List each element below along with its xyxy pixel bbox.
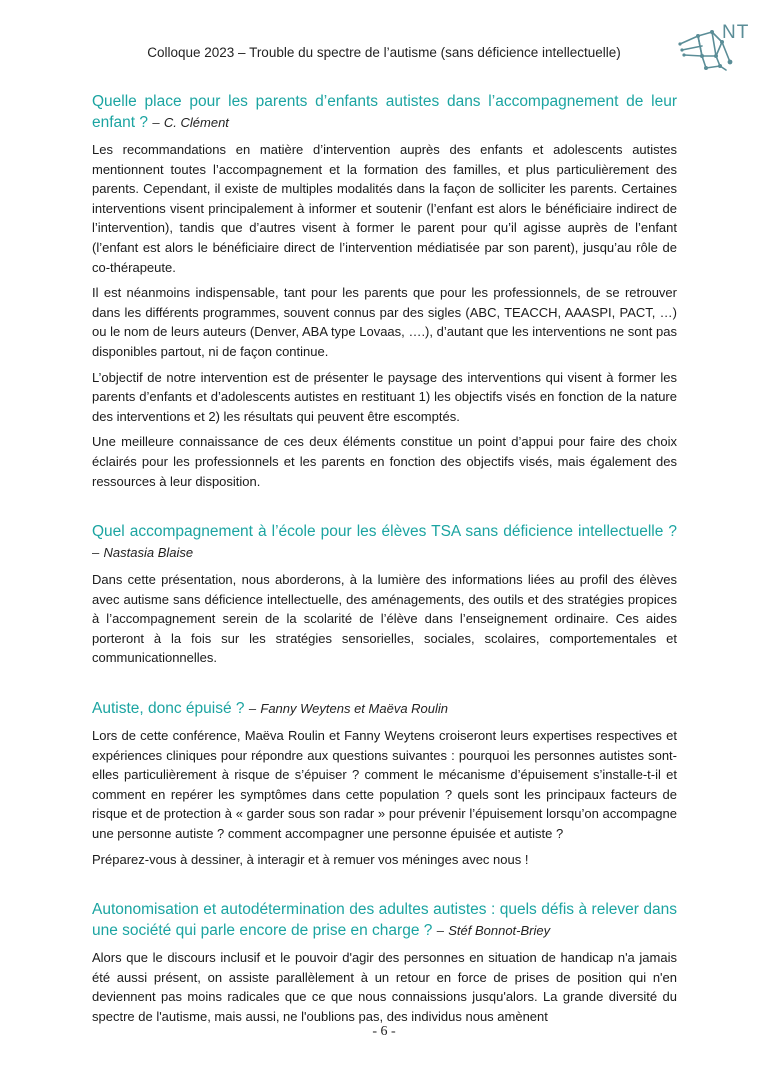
section-author: Stéf Bonnot-Briey: [448, 923, 551, 939]
paragraph: Une meilleure connaissance de ces deux éléments constitue un point d’appui pour faire des choix éclairés pour les professionnels et les parents en fonction des objectifs visés, mais également des ressources à leur disposition.: [92, 434, 677, 489]
paragraph: Il est néanmoins indispensable, tant pour les parents que pour les professionnels, de se retrouver dans les différents programmes, souvent connus par des sigles (ABC, TEACCH, AAASPI, PACT, …) ou le nom de leurs auteurs (Denver, ABA type Lovaas, ….), d’autant que les interventions ne sont pas disponibles partout, ni de façon continue.: [92, 285, 677, 359]
section-parents: [92, 91, 677, 491]
section-author: Fanny Weytens et Maëva Roulin: [260, 701, 449, 717]
section-heading: [92, 91, 677, 133]
section-title: Quelle place pour les parents d’enfants autistes dans l’accompagnement de leur enfant ?: [92, 93, 677, 131]
section-heading: [92, 521, 677, 563]
page-number: - 6 -: [372, 1024, 396, 1039]
paragraph: Dans cette présentation, nous aborderons, à la lumière des informations liées au profil des élèves avec autisme sans déficience intellectuelle, des aménagements, des outils et des stratégies propices à l’accompagnement serein de la scolarité de l’élève dans l’enseignement ordinaire. Ces aides porteront à la fois sur les stratégies sensorielles, sociales, scolaires, comportementales et communicationnelles.: [92, 572, 677, 666]
main-content: [92, 91, 677, 1033]
section-author: Nastasia Blaise: [103, 545, 194, 561]
paragraph: Alors que le discours inclusif et le pouvoir d'agir des personnes en situation de handicap n'a jamais été aussi présent, on assiste parallèlement à un retour en force de prises de position qui n'en deviennent pas moins radicales que ce que nous connaissions jusqu'alors. La grande diversité du spectre de l'autisme, mais aussi, ne l'oublions pas, des individus nous amènent: [92, 950, 677, 1024]
paragraph: Préparez-vous à dessiner, à interagir et à remuer vos méninges avec nous !: [92, 851, 529, 867]
section-heading: [92, 899, 677, 941]
logo: [676, 22, 756, 80]
section-title: Autonomisation et autodétermination des adultes autistes : quels défis à relever dans une société qui parle encore de prise en charge ?: [92, 901, 677, 940]
title-separator: –: [436, 923, 444, 939]
paragraph: L’objectif de notre intervention est de présenter le paysage des interventions qui visent à former les parents d’enfants et d’adolescents autistes en restituant 1) les objectifs visés en fonction de la nature des interventions et 2) les résultats qui peuvent être escomptés.: [92, 369, 677, 424]
section-autonomy: [92, 899, 677, 1026]
title-separator: –: [92, 545, 100, 561]
page-header: Colloque 2023 – Trouble du spectre de l’autisme (sans déficience intellectuelle): [147, 45, 621, 60]
logo-text: NT: [722, 22, 750, 43]
paragraph: Les recommandations en matière d’intervention auprès des enfants et adolescents autistes mentionnent toutes l’accompagnement et la formation des familles, et plus particulièrement des parents. Cependant, il existe de multiples modalités dans la façon de solliciter les parents. Certaines interventions visent principalement à informer et soutenir (l’enfant est alors le bénéficiaire indirect de l’intervention), tandis que d’autres visent à former le parent pour qu’il agisse auprès de l’enfant (l’enfant est alors le bénéficiaire direct de l’intervention médiatisée par son parent), jusqu’au rôle de co-thérapeute.: [92, 142, 677, 275]
section-author: C. Clément: [163, 115, 229, 130]
title-separator: –: [152, 115, 160, 130]
title-separator: –: [248, 701, 257, 717]
section-title: Autiste, donc épuisé ?: [92, 700, 245, 718]
section-burnout: [92, 698, 677, 869]
section-school: [92, 521, 677, 668]
section-heading: [92, 698, 677, 719]
section-title: Quel accompagnement à l’école pour les élèves TSA sans déficience intellectuelle ?: [92, 523, 677, 541]
paragraph: Lors de cette conférence, Maëva Roulin et Fanny Weytens croiseront leurs expertises respectives et expériences cliniques pour répondre aux questions suivantes : pourquoi les personnes autistes sont-elles particulièrement à risque de s’épuiser ? comment le mécanisme d’épuisement s’installe-t-il et comment en repérer les symptômes dans cette population ? quels sont les principaux facteurs de risque et de protection à « garder sous son radar » pour prévenir l’épuisement lorsqu’on accompagne une personne autiste ? comment accompagner une personne épuisée et autiste ?: [92, 728, 677, 842]
